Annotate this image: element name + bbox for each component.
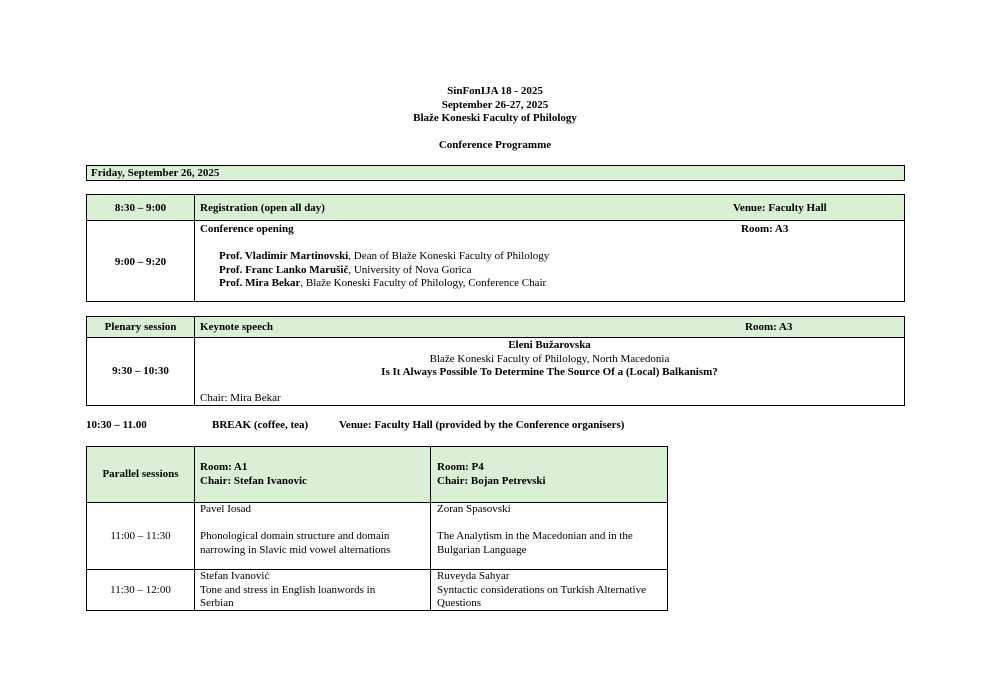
talk-title-line: Syntactic considerations on Turkish Alternative	[437, 583, 646, 596]
talk-p4-slot2	[437, 570, 646, 611]
keynote-affiliation: Blaže Koneski Faculty of Philology, North Macedonia	[429, 352, 670, 365]
room-a1-header	[200, 461, 307, 488]
conference-venue: Blaže Koneski Faculty of Philology	[413, 112, 577, 124]
keynote-label: Keynote speech	[200, 321, 274, 333]
opening-speaker: Prof. Vladimir Martinovski, Dean of Blaže Koneski Faculty of Philology	[219, 250, 550, 262]
opening-speaker: Prof. Mira Bekar, Blaže Koneski Faculty of Philology, Conference Chair	[219, 277, 547, 289]
opening-room: Room: A3	[741, 223, 789, 235]
opening-speaker: Prof. Franc Lanko Marušič, University of Nova Gorica	[219, 263, 472, 276]
registration-venue: Venue: Faculty Hall	[733, 202, 827, 214]
parallel-sessions-table	[86, 446, 668, 611]
room-a1: Room: A1	[200, 461, 248, 473]
break-venue: Venue: Faculty Hall (provided by the Conference organisers)	[339, 419, 625, 431]
programme-heading: Conference Programme	[438, 139, 552, 151]
talk-speaker: Ruveyda Sahyar	[437, 570, 510, 582]
talk-p4-slot1	[437, 503, 633, 557]
plenary-session-label: Plenary session	[104, 321, 177, 333]
talk-title-line: The Analytism in the Macedonian and in the	[437, 530, 633, 542]
day-heading: Friday, September 26, 2025	[91, 167, 220, 179]
room-p4-header	[437, 461, 546, 488]
keynote-speaker: Eleni Bužarovska	[508, 339, 591, 351]
talk-title-line: Questions	[437, 597, 481, 609]
keynote-details	[195, 339, 904, 380]
room-p4-chair: Chair: Bojan Petrevski	[437, 474, 546, 487]
plenary-chair: Chair: Mira Bekar	[200, 392, 281, 404]
talk-title-line: Bulgarian Language	[437, 543, 527, 556]
conference-name: SinFonIJA 18 - 2025	[447, 85, 543, 97]
talk-title-line: Serbian	[200, 597, 234, 609]
registration-label: Registration (open all day)	[200, 202, 325, 214]
registration-time: 8:30 – 9:00	[114, 202, 167, 214]
talk-title-line: Phonological domain structure and domain	[200, 530, 390, 542]
room-p4: Room: P4	[437, 461, 484, 473]
day-heading-bar	[86, 165, 905, 181]
break-time: 10:30 – 11.00	[86, 419, 147, 431]
session-time: 11:00 – 11:30	[110, 530, 171, 542]
talk-a1-slot2	[200, 570, 375, 611]
parallel-sessions-label: Parallel sessions	[102, 468, 179, 480]
talk-speaker: Zoran Spasovski	[437, 503, 511, 515]
opening-label: Conference opening	[200, 223, 294, 235]
opening-table	[86, 194, 905, 302]
talk-a1-slot1	[200, 503, 390, 557]
room-a1-chair: Chair: Stefan Ivanovic	[200, 474, 307, 487]
keynote-title: Is It Always Possible To Determine The Source Of a (Local) Balkanism?	[381, 366, 718, 378]
break-label: BREAK (coffee, tea)	[212, 419, 309, 431]
talk-title-line: Tone and stress in English loanwords in	[200, 583, 376, 596]
conference-title-block	[0, 85, 990, 126]
talk-speaker: Stefan Ivanović	[200, 570, 270, 582]
talk-title-line: narrowing in Slavic mid vowel alternations	[200, 543, 391, 556]
conference-dates: September 26-27, 2025	[441, 98, 549, 111]
plenary-table	[86, 316, 905, 406]
opening-speakers	[219, 250, 549, 291]
session-time: 11:30 – 12:00	[110, 584, 171, 596]
plenary-room: Room: A3	[745, 321, 793, 333]
talk-speaker: Pavel Iosad	[200, 503, 252, 515]
plenary-time: 9:30 – 10:30	[112, 365, 169, 377]
opening-time: 9:00 – 9:20	[114, 256, 167, 268]
